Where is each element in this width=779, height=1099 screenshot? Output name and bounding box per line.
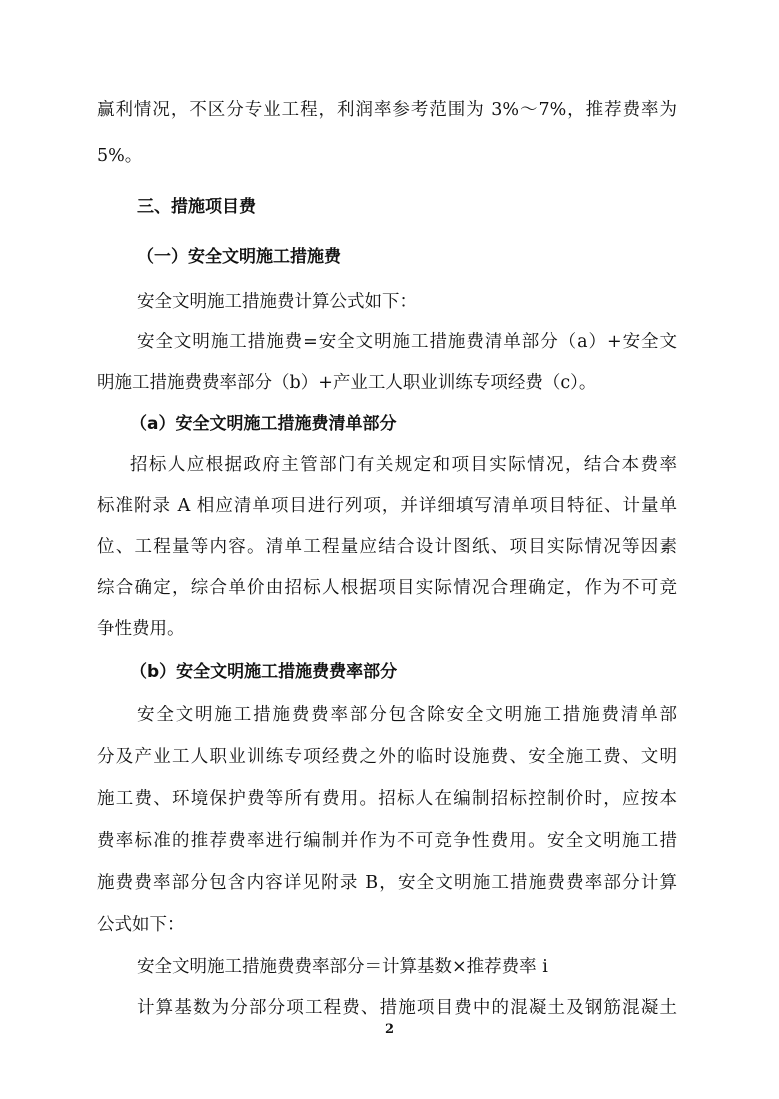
paragraph-profit-line-2: 5%。 [97,146,143,166]
paragraph-b-line-5: 施费费率部分包含内容详见附录 B，安全文明施工措施费费率部分计算 [97,873,677,893]
paragraph-formula-line-2: 明施工措施费费率部分（b）+产业工人职业训练专项经费（c）。 [97,373,597,393]
section-heading-measures: 三、措施项目费 [137,197,256,217]
page-number: 2 [384,1022,395,1037]
paragraph-profit-line-1: 赢利情况，不区分专业工程，利润率参考范围为 3%～7%，推荐费率为 [97,100,677,120]
paragraph-b-line-4: 费率标准的推荐费率进行编制并作为不可竞争性费用。安全文明施工措 [97,831,677,851]
paragraph-a-line-5: 争性费用。 [97,619,185,639]
paragraph-base-line-1: 计算基数为分部分项工程费、措施项目费中的混凝土及钢筋混凝土 [137,998,677,1018]
paragraph-b-line-6: 公式如下： [97,915,185,935]
paragraph-a-line-4: 综合确定，综合单价由招标人根据项目实际情况合理确定，作为不可竞 [97,578,677,598]
paragraph-formula-line-1: 安全文明施工措施费=安全文明施工措施费清单部分（a）+安全文 [137,332,677,352]
paragraph-b-line-3: 施工费、环境保护费等所有费用。招标人在编制招标控制价时，应按本 [97,789,677,809]
paragraph-rate-formula: 安全文明施工措施费费率部分＝计算基数×推荐费率 i [137,957,548,977]
heading-list-part-a: （a）安全文明施工措施费清单部分 [130,414,397,434]
paragraph-a-line-2: 标准附录 A 相应清单项目进行列项，并详细填写清单项目特征、计量单 [97,496,677,516]
paragraph-a-line-3: 位、工程量等内容。清单工程量应结合设计图纸、项目实际情况等因素 [97,537,677,557]
paragraph-a-line-1: 招标人应根据政府主管部门有关规定和项目实际情况，结合本费率 [130,455,677,475]
subsection-heading-safety: （一）安全文明施工措施费 [137,247,341,267]
paragraph-b-line-2: 分及产业工人职业训练专项经费之外的临时设施费、安全施工费、文明 [97,747,677,767]
paragraph-formula-intro: 安全文明施工措施费计算公式如下： [137,292,417,312]
paragraph-b-line-1: 安全文明施工措施费费率部分包含除安全文明施工措施费清单部 [137,705,677,725]
heading-rate-part-b: （b）安全文明施工措施费费率部分 [130,662,398,682]
